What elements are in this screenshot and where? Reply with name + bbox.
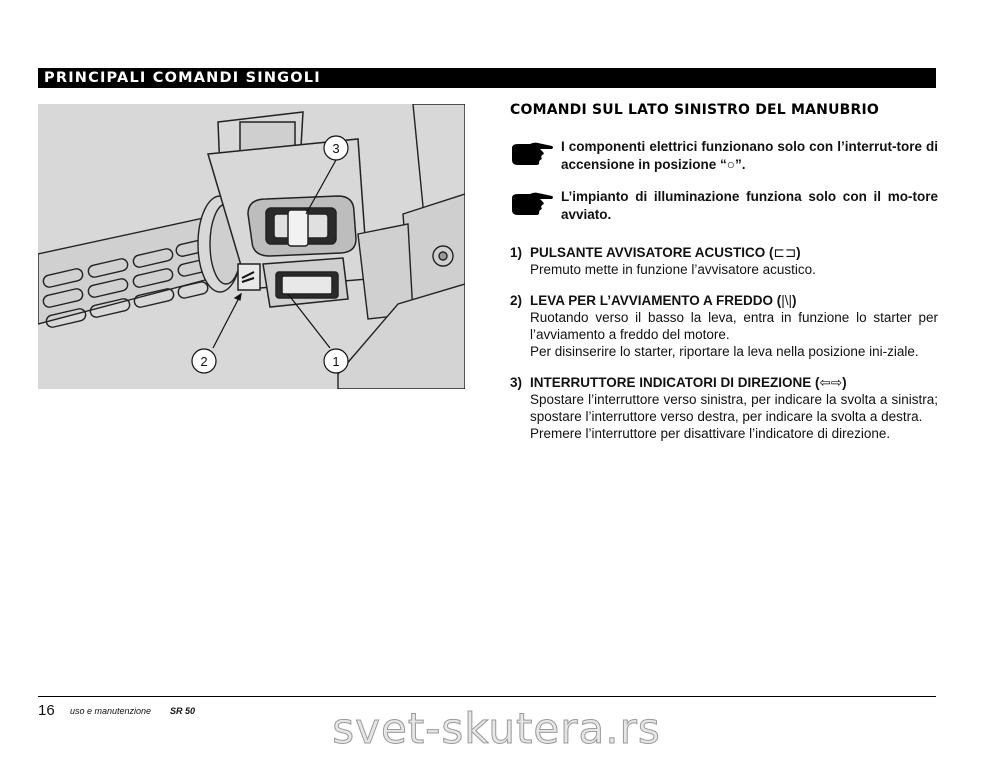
item-number: 3) <box>510 375 523 390</box>
item-body-line: Spostare l’interruttore verso sinistra, per indicare la svolta a sinistra; spostare l’interruttore verso destra, per indicare la svolta a destra. <box>530 392 938 424</box>
watermark: svet-skutera.rs <box>332 704 661 753</box>
note-text: I componenti elettrici funzionano solo con l’interrut-tore di accensione in posizione “○”. <box>561 139 938 172</box>
footer-divider <box>38 696 936 697</box>
svg-text:2: 2 <box>200 354 208 369</box>
item-title-end: ) <box>792 293 797 308</box>
item-number: 1) <box>510 245 523 260</box>
footer-title: uso e manutenzione <box>70 706 152 716</box>
svg-text:1: 1 <box>332 354 340 369</box>
callout-2 <box>192 349 216 373</box>
item-turn-signal-switch <box>510 374 938 442</box>
item-title-end: ) <box>796 245 801 260</box>
item-choke-lever <box>510 292 938 360</box>
note-electrical <box>510 138 938 174</box>
item-body-line: Premere l’interruttore per disattivare l’indicatore di direzione. <box>530 426 891 441</box>
pointing-hand-icon <box>510 140 554 166</box>
item-title: INTERRUTTORE INDICATORI DI DIREZIONE ( <box>530 375 820 390</box>
callout-3 <box>324 136 348 160</box>
choke-icon: |\| <box>781 293 793 308</box>
horn-icon: ⊏⊐ <box>773 245 797 260</box>
turn-arrows-icon: ⇦⇨ <box>819 375 843 390</box>
item-body-line: Premuto mette in funzione l’avvisatore acustico. <box>530 262 816 277</box>
item-body-line: Ruotando verso il basso la leva, entra in funzione lo starter per l’avviamento a freddo del motore. <box>530 310 938 342</box>
note-text: L’impianto di illuminazione funziona solo con il mo-tore avviato. <box>561 189 938 222</box>
instructions-column <box>510 102 938 456</box>
item-title-end: ) <box>842 375 847 390</box>
section-title: PRINCIPALI COMANDI SINGOLI <box>38 68 936 88</box>
item-number: 2) <box>510 293 523 308</box>
pointing-hand-icon <box>510 190 554 216</box>
subheading: COMANDI SUL LATO SINISTRO DEL MANUBRIO <box>510 102 880 118</box>
item-horn-button <box>510 244 938 278</box>
item-body-line: Per disinserire lo starter, riportare la leva nella posizione ini-ziale. <box>530 344 919 359</box>
callout-1 <box>324 349 348 373</box>
handlebar-controls-illustration <box>38 104 465 389</box>
footer-model: SR 50 <box>170 706 196 716</box>
item-title: LEVA PER L’AVVIAMENTO A FREDDO ( <box>530 293 782 308</box>
item-title: PULSANTE AVVISATORE ACUSTICO ( <box>530 245 774 260</box>
note-lighting <box>510 188 938 224</box>
svg-text:3: 3 <box>332 141 340 156</box>
page-number: 16 <box>38 702 55 719</box>
